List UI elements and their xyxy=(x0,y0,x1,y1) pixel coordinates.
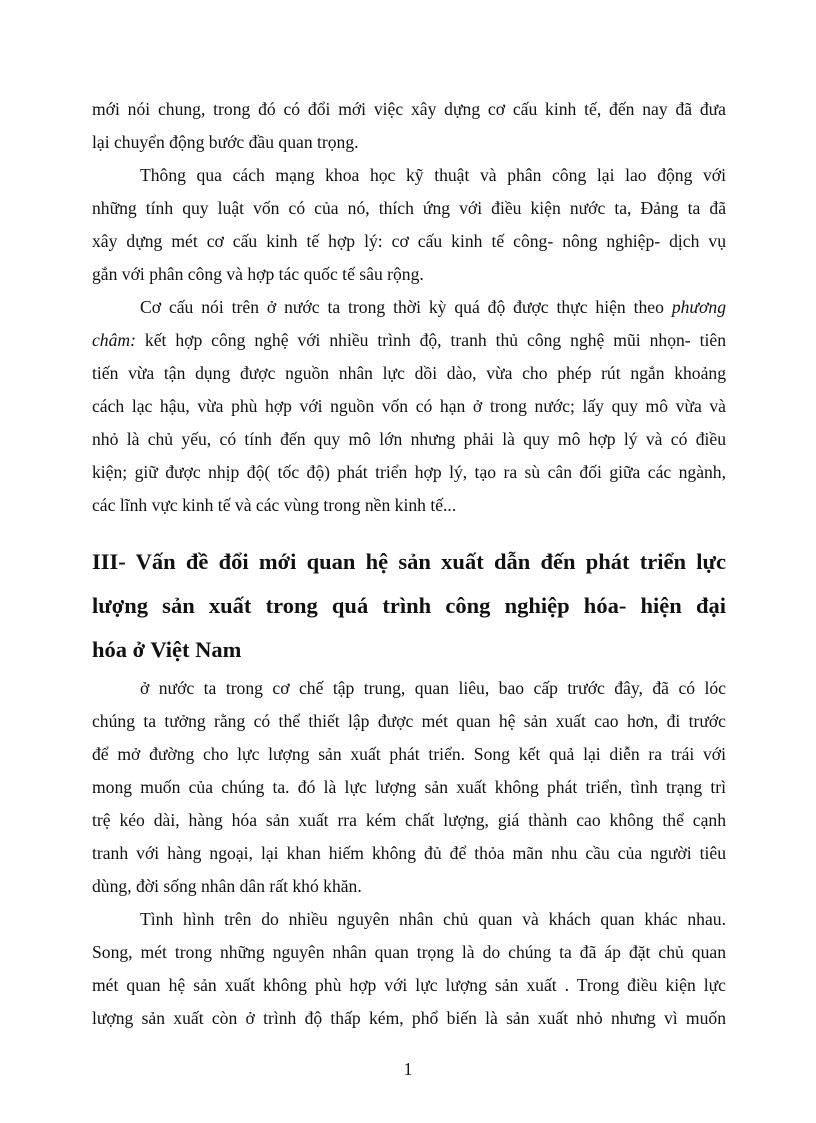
text-line: mong muốn của chúng ta. đó là lực lượng sản xuất không phát triển, tình trạng trì xyxy=(92,777,726,797)
page-number: 1 xyxy=(403,1059,413,1079)
heading-line: lượng sản xuất trong quá trình công nghiệp hóa- hiện đại xyxy=(92,593,726,618)
italic-text: phương xyxy=(671,297,726,317)
paragraph xyxy=(92,672,726,903)
italic-text: châm: xyxy=(92,330,136,350)
section-heading xyxy=(92,540,726,672)
text-line: dùng, đời sống nhân dân rất khó khăn. xyxy=(92,876,362,896)
paragraph xyxy=(92,903,726,1035)
text-line: Thông qua cách mạng khoa học kỹ thuật và phân công lại lao động với xyxy=(140,165,726,185)
text-line xyxy=(92,291,726,324)
text-line: Song, mét trong những nguyên nhân quan trọng là do chúng ta đã áp đặt chủ quan xyxy=(92,942,726,962)
text-line: cách lạc hậu, vừa phù hợp với nguồn vốn có hạn ở trong nước; lấy quy mô vừa và xyxy=(92,396,726,416)
paragraph xyxy=(92,291,726,522)
text-line: lại chuyển động bước đầu quan trọng. xyxy=(92,132,359,152)
text-line: các lĩnh vực kinh tế và các vùng trong nền kinh tế... xyxy=(92,495,457,515)
text-line: ở nước ta trong cơ chế tập trung, quan liêu, bao cấp trước đây, đã có lóc xyxy=(140,678,726,698)
text-line: tiến vừa tận dụng được nguồn nhân lực dồi dào, vừa cho phép rút ngắn khoảng xyxy=(92,363,726,383)
text-line: chúng ta tưởng rằng có thể thiết lập được mét quan hệ sản xuất cao hơn, đi trước xyxy=(92,711,726,731)
text-line: tranh với hàng ngoại, lại khan hiếm không đủ để thỏa mãn nhu cầu của người tiêu xyxy=(92,843,726,863)
text-line: kiện; giữ được nhịp độ( tốc độ) phát triển hợp lý, tạo ra sù cân đối giữa các ngành, xyxy=(92,462,726,482)
page-body xyxy=(92,93,726,1035)
text-line: mới nói chung, trong đó có đổi mới việc xây dựng cơ cấu kinh tế, đến nay đã đưa xyxy=(92,99,726,119)
text-line: Tình hình trên do nhiều nguyên nhân chủ quan và khách quan khác nhau. xyxy=(140,909,726,929)
text-line: để mở đường cho lực lượng sản xuất phát triển. Song kết quả lại diễn ra trái với xyxy=(92,744,726,764)
text-run: Cơ cấu nói trên ở nước ta trong thời kỳ quá độ được thực hiện theo xyxy=(140,297,672,317)
heading-line: hóa ở Việt Nam xyxy=(92,637,242,662)
text-line: mét quan hệ sản xuất không phù hợp với lực lượng sản xuất . Trong điều kiện lực xyxy=(92,975,726,995)
text-line: lượng sản xuất còn ở trình độ thấp kém, phổ biến là sản xuất nhỏ nhưng vì muốn xyxy=(92,1008,726,1028)
text-line: trệ kéo dài, hàng hóa sản xuất rra kém chất lượng, giá thành cao không thể cạnh xyxy=(92,810,726,830)
text-line: nhỏ là chủ yếu, có tính đến quy mô lớn nhưng phải là quy mô hợp lý và có điều xyxy=(92,429,726,449)
paragraph xyxy=(92,159,726,291)
text-line: gắn với phân công và hợp tác quốc tế sâu rộng. xyxy=(92,264,424,284)
text-line: xây dựng mét cơ cấu kinh tế hợp lý: cơ cấu kinh tế công- nông nghiệp- dịch vụ xyxy=(92,231,726,251)
paragraph xyxy=(92,93,726,159)
text-line: những tính quy luật vốn có của nó, thích ứng với điều kiện nước ta, Đảng ta đã xyxy=(92,198,726,218)
text-line xyxy=(92,324,726,357)
heading-line: III- Vấn đề đổi mới quan hệ sản xuất dẫn đến phát triển lực xyxy=(92,549,726,574)
text-run: kết hợp công nghệ với nhiều trình độ, tranh thủ công nghệ mũi nhọn- tiên xyxy=(135,330,726,350)
